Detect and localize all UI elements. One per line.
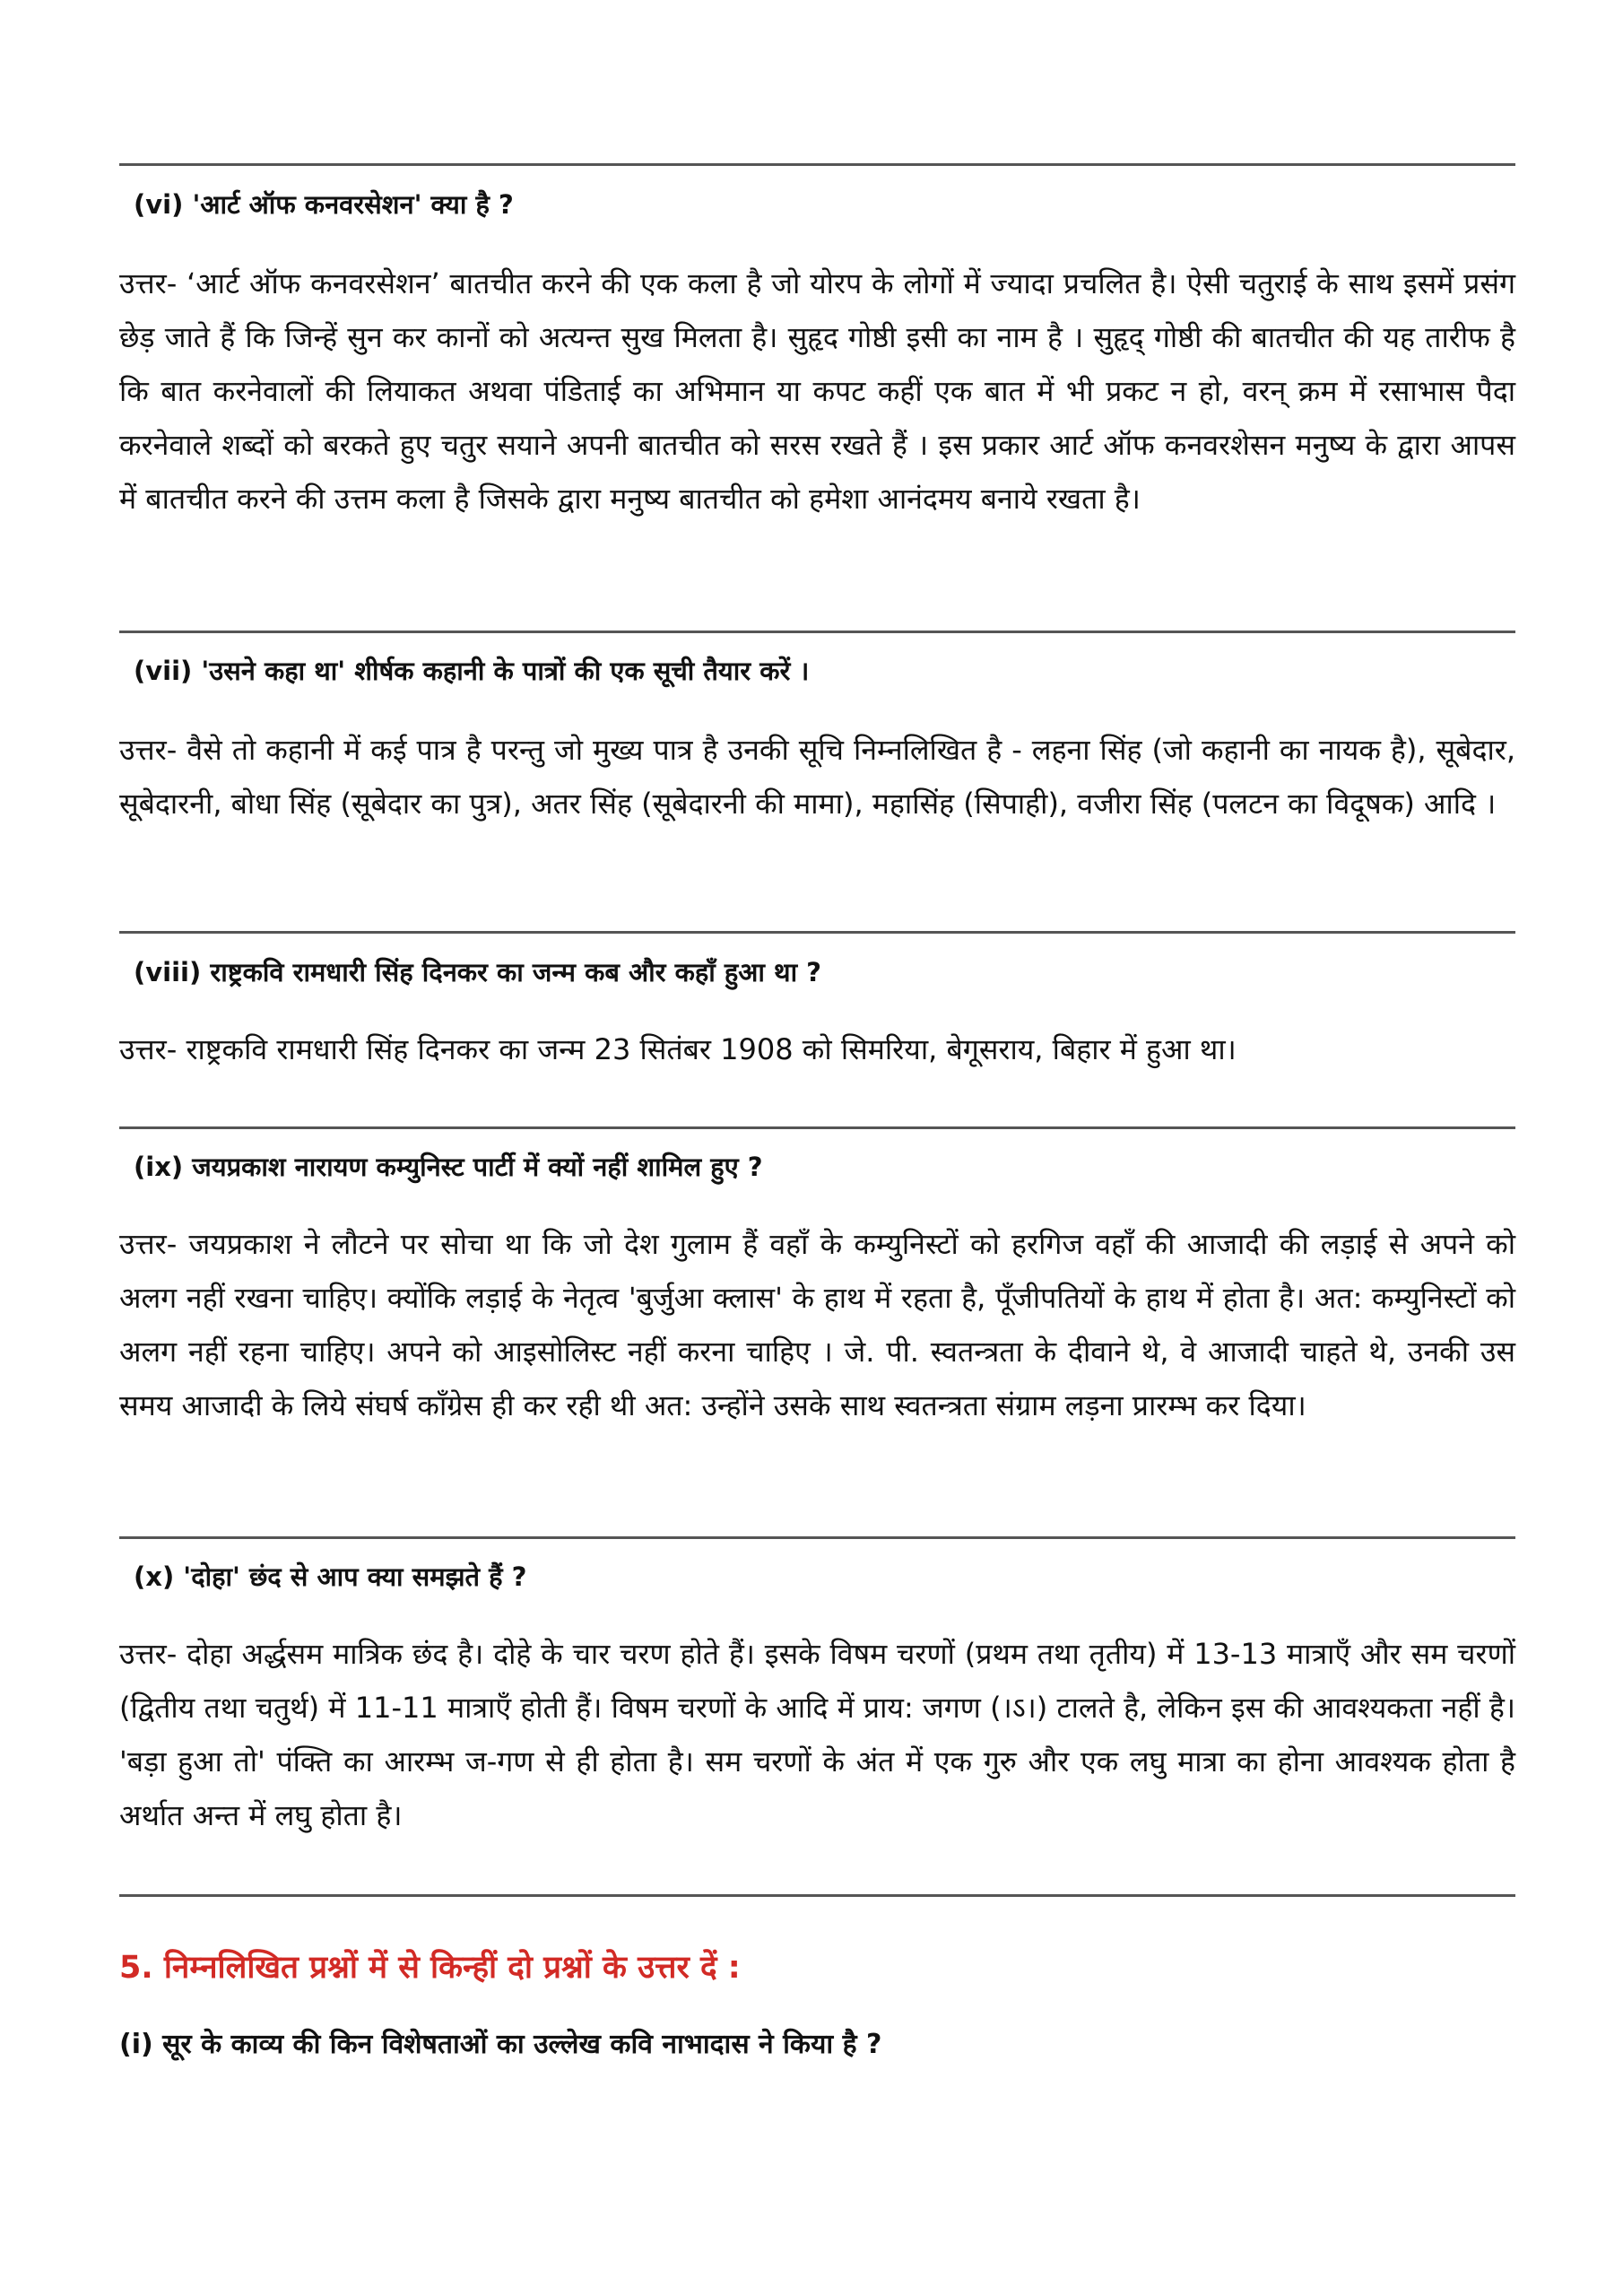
qa-block-ix bbox=[119, 1149, 1515, 1432]
question-vii: (vii) 'उसने कहा था' शीर्षक कहानी के पात्रों की एक सूची तैयार करें । bbox=[134, 656, 810, 686]
qa-block-x bbox=[119, 1559, 1515, 1842]
qa-block-viii bbox=[119, 954, 1515, 1076]
answer-vii: उत्तर- वैसे तो कहानी में कई पात्र है परन्तु जो मुख्य पात्र है उनकी सूचि निम्नलिखित है - लहना सिंह (जो कहानी का नायक है), सूबेदार, सूबेदारनी, बोधा सिंह (सूबेदार का पुत्र), अतर सिंह (सूबेदारनी की मामा), महासिंह (सिपाही), वजीरा सिंह (पलटन का विदूषक) आदि । bbox=[119, 733, 1515, 821]
question-ix: (ix) जयप्रकाश नारायण कम्युनिस्ट पार्टी में क्यों नहीं शामिल हुए ? bbox=[134, 1152, 763, 1182]
question-x: (x) 'दोहा' छंद से आप क्या समझते हैं ? bbox=[134, 1561, 527, 1592]
divider bbox=[119, 163, 1515, 166]
section-question-i: (i) सूर के काव्य की किन विशेषताओं का उल्लेख कवि नाभादास ने किया है ? bbox=[119, 2029, 882, 2060]
answer-viii: उत्तर- राष्ट्रकवि रामधारी सिंह दिनकर का जन्म 23 सितंबर 1908 को सिमरिया, बेगूसराय, बिहार में हुआ था। bbox=[119, 1032, 1237, 1066]
divider bbox=[119, 1126, 1515, 1129]
question-vi: (vi) 'आर्ट ऑफ कनवरसेशन' क्या है ? bbox=[134, 189, 514, 220]
qa-block-vii bbox=[119, 653, 1515, 831]
answer-ix: उत्तर- जयप्रकाश ने लौटने पर सोचा था कि जो देश गुलाम हैं वहाँ के कम्युनिस्टों को हरगिज वहाँ की आजादी की लड़ाई से अपने को अलग नहीं रखना चाहिए। क्योंकि लड़ाई के नेतृत्व 'बुर्जुआ क्लास' के हाथ में रहता है, पूँजीपतियों के हाथ में होता है। अत: कम्युनिस्टों को अलग नहीं रहना चाहिए। अपने को आइसोलिस्ट नहीं करना चाहिए । जे. पी. स्वतन्त्रता के दीवाने थे, वे आजादी चाहते थे, उनकी उस समय आजादी के लिये संघर्ष काँग्रेस ही कर रही थी अत: उन्होंने उसके साथ स्वतन्त्रता संग्राम लड़ना प्रारम्भ कर दिया। bbox=[119, 1227, 1515, 1422]
divider bbox=[119, 931, 1515, 934]
divider bbox=[119, 1894, 1515, 1897]
answer-vi: उत्तर- ‘आर्ट ऑफ कनवरसेशन’ बातचीत करने की एक कला है जो योरप के लोगों में ज्यादा प्रचलित है। ऐसी चतुराई के साथ इसमें प्रसंग छेड़ जाते हैं कि जिन्हें सुन कर कानों को अत्यन्त सुख मिलता है। सुहृद गोष्ठी इसी का नाम है । सुहृद् गोष्ठी की बातचीत की यह तारीफ है कि बात करनेवालों की लियाकत अथवा पंडिताई का अभिमान या कपट कहीं एक बात में भी प्रकट न हो, वरन् क्रम में रसाभास पैदा करनेवाले शब्दों को बरकते हुए चतुर सयाने अपनी बातचीत को सरस रखते हैं । इस प्रकार आर्ट ऑफ कनवरशेसन मनुष्य के द्वारा आपस में बातचीत करने की उत्तम कला है जिसके द्वारा मनुष्य बातचीत को हमेशा आनंदमय बनाये रखता है। bbox=[119, 266, 1515, 516]
answer-x: उत्तर- दोहा अर्द्धसम मात्रिक छंद है। दोहे के चार चरण होते हैं। इसके विषम चरणों (प्रथम तथा तृतीय) में 13-13 मात्राएँ और सम चरणों (द्वितीय तथा चतुर्थ) में 11-11 मात्राएँ होती हैं। विषम चरणों के आदि में प्राय: जगण (।ऽ।) टालते है, लेकिन इस की आवश्यकता नहीं है। 'बड़ा हुआ तो' पंक्ति का आरम्भ ज-गण से ही होता है। सम चरणों के अंत में एक गुरु और एक लघु मात्रा का होना आवश्यक होता है अर्थात अन्त में लघु होता है। bbox=[119, 1637, 1515, 1832]
section-heading: 5. निम्नलिखित प्रश्नों में से किन्हीं दो प्रश्नों के उत्तर दें : bbox=[119, 1950, 741, 1986]
divider bbox=[119, 631, 1515, 633]
divider bbox=[119, 1536, 1515, 1539]
question-viii: (viii) राष्ट्रकवि रामधारी सिंह दिनकर का जन्म कब और कहाँ हुआ था ? bbox=[134, 957, 821, 987]
qa-block-vi bbox=[119, 187, 1515, 526]
